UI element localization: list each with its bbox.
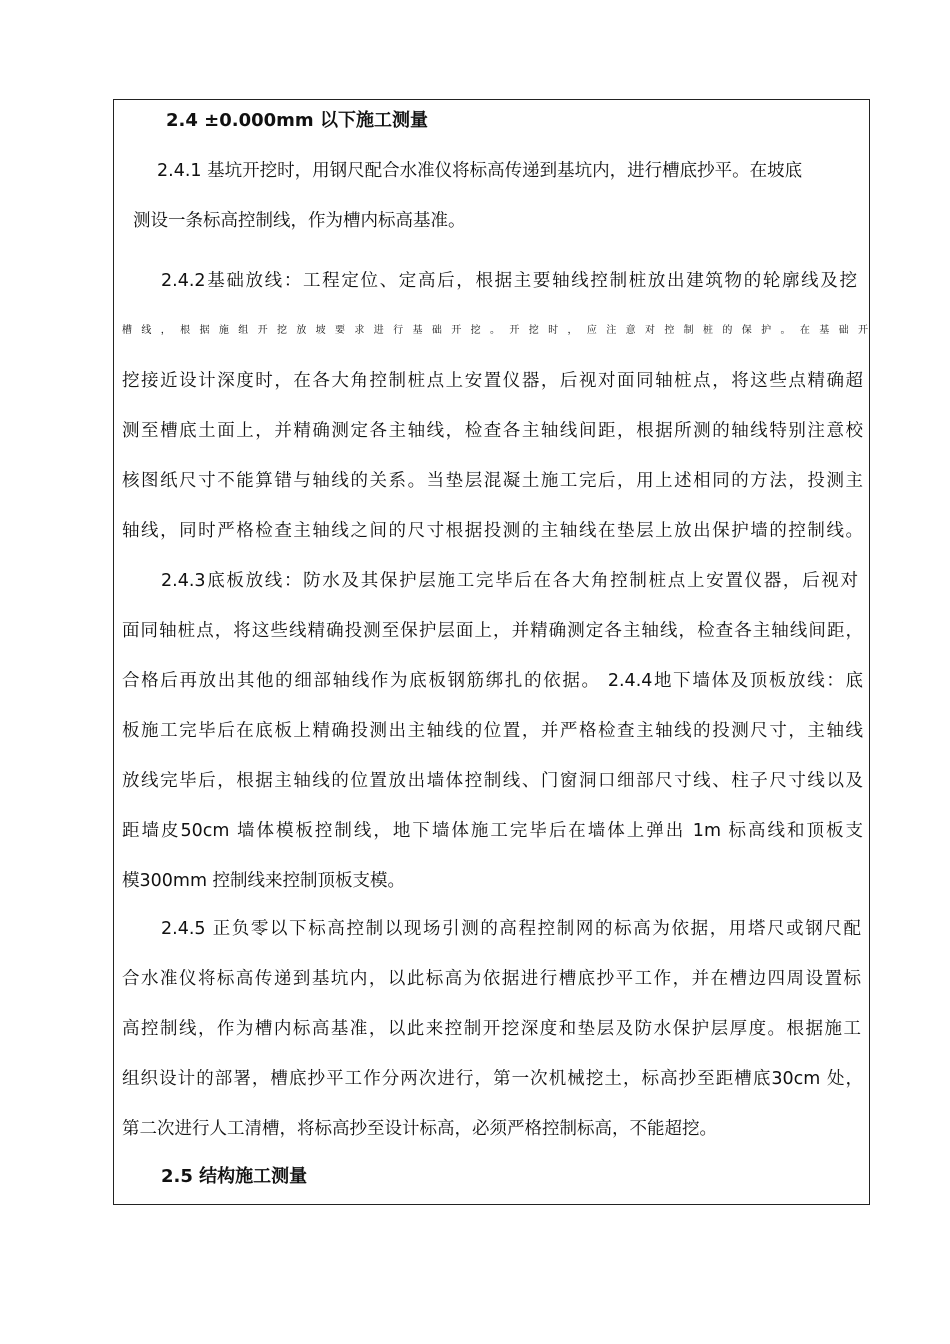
para-245-line-4: 组织设计的部署，槽底抄平工作分两次进行，第一次机械挖土，标高抄至距槽底30cm 处， — [122, 1069, 863, 1089]
para-245-line-5: 第二次进行人工清槽，将标高抄至设计标高，必须严格控制标高，不能超挖。 — [122, 1119, 717, 1139]
para-242-line-4: 测至槽底土面上，并精确测定各主轴线，检查各主轴线间距，根据所测的轴线特别注意校 — [122, 421, 863, 441]
para-241-line-2: 测设一条标高控制线，作为槽内标高基准。 — [133, 211, 466, 231]
para-242-line-6: 轴线，同时严格检查主轴线之间的尺寸根据投测的主轴线在垫层上放出保护墙的控制线。 — [122, 521, 863, 541]
para-243-line-5: 放线完毕后，根据主轴线的位置放出墙体控制线、门窗洞口细部尺寸线、柱子尺寸线以及 — [122, 771, 863, 791]
para-243-line-4: 板施工完毕后在底板上精确投测出主轴线的位置，并严格检查主轴线的投测尺寸，主轴线 — [122, 721, 863, 741]
para-245-line-2: 合水准仪将标高传递到基坑内，以此标高为依据进行槽底抄平工作，并在槽边四周设置标 — [122, 969, 861, 989]
section-heading-2-4: 2.4 ±0.000mm 以下施工测量 — [166, 110, 428, 131]
para-242-line-2: 槽线，根据施组开挖放坡要求进行基础开挖。开挖时，应注意对控制桩的保护。在基础开 — [122, 325, 868, 336]
para-241-line-1: 2.4.1 基坑开挖时，用钢尺配合水准仪将标高传递到基坑内，进行槽底抄平。在坡底 — [157, 161, 803, 181]
section-heading-2-5: 2.5 结构施工测量 — [161, 1166, 308, 1187]
para-243-line-6: 距墙皮50cm 墙体模板控制线，地下墙体施工完毕后在墙体上弹出 1m 标高线和顶板支 — [122, 821, 863, 841]
para-243-line-1: 2.4.3底板放线：防水及其保护层施工完毕后在各大角控制桩点上安置仪器，后视对 — [161, 571, 858, 591]
para-245-line-3: 高控制线，作为槽内标高基准，以此来控制开挖深度和垫层及防水保护层厚度。根据施工 — [122, 1019, 861, 1039]
para-242-line-3: 挖接近设计深度时，在各大角控制桩点上安置仪器，后视对面同轴桩点，将这些点精确超 — [122, 371, 863, 391]
para-243-line-3: 合格后再放出其他的细部轴线作为底板钢筋绑扎的依据。 2.4.4地下墙体及顶板放线：底 — [122, 671, 863, 691]
para-243-line-2: 面同轴桩点，将这些线精确投测至保护层面上，并精确测定各主轴线，检查各主轴线间距， — [122, 621, 863, 641]
para-245-line-1: 2.4.5 正负零以下标高控制以现场引测的高程控制网的标高为依据，用塔尺或钢尺配 — [161, 919, 861, 939]
para-242-line-1: 2.4.2基础放线：工程定位、定高后，根据主要轴线控制桩放出建筑物的轮廓线及挖 — [161, 271, 857, 291]
para-243-line-7: 模300mm 控制线来控制顶板支模。 — [122, 871, 406, 891]
para-242-line-5: 核图纸尺寸不能算错与轴线的关系。当垫层混凝土施工完后，用上述相同的方法，投测主 — [122, 471, 863, 491]
